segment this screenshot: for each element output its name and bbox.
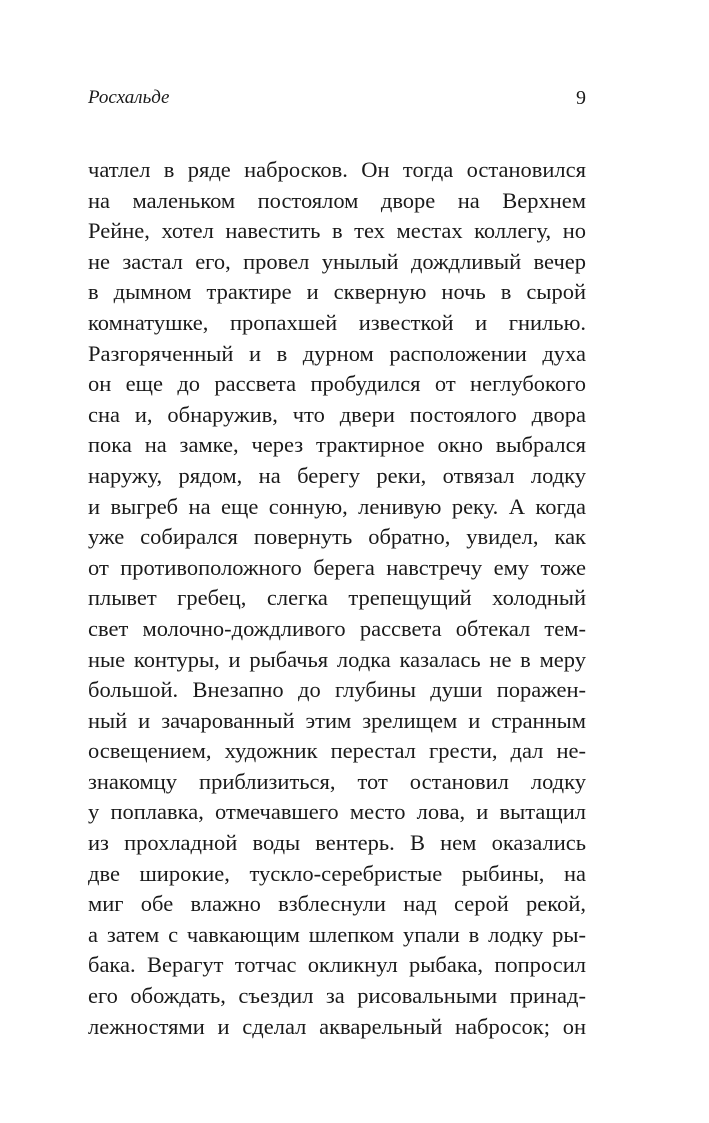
text-line: у поплавка, отмечавшего место лова, и вытащил [88,799,586,825]
text-line: сна и, обнаружив, что двери постоялого двора [88,401,586,427]
text-line: наружу, рядом, на берегу реки, отвязал лодку [88,462,586,488]
page-number: 9 [576,87,586,109]
text-line: лежностями и сделал акварельный набросок; он [88,1013,586,1039]
text-line: Разгоряченный и в дурном расположении духа [88,340,586,366]
text-line: две широкие, тускло-серебристые рыбины, на [88,860,586,886]
text-line: уже собирался повернуть обратно, увидел, как [88,524,586,550]
text-line: ный и зачарованный этим зрелищем и странным [88,707,586,733]
text-line: ные контуры, и рыбачья лодка казалась не в меру [88,646,586,672]
text-line: комнатушке, пропахшей известкой и гнилью. [88,309,586,335]
text-line: миг обе влажно взблеснули над серой рекой, [88,891,586,917]
running-title: Росхальде [88,87,170,108]
running-head [88,84,586,112]
body-text [88,155,586,1042]
text-line: от противоположного берега навстречу ему тоже [88,554,586,580]
text-line: на маленьком постоялом дворе на Верхнем [88,187,586,213]
text-line: в дымном трактире и скверную ночь в сырой [88,279,586,305]
text-line: освещением, художник перестал грести, дал не- [88,738,586,764]
text-line: из прохладной воды вентерь. В нем оказались [88,830,586,856]
text-line: чатлел в ряде набросков. Он тогда остановился [88,157,586,182]
text-line: и выгреб на еще сонную, ленивую реку. А когда [88,493,586,519]
text-line: не застал его, провел унылый дождливый вечер [88,248,586,274]
text-line: плывет гребец, слегка трепещущий холодный [88,585,586,611]
text-line: знакомцу приблизиться, тот остановил лодку [88,768,586,794]
text-line: он еще до рассвета пробудился от неглубокого [88,371,586,397]
text-line: а затем с чавкающим шлепком упали в лодку ры- [88,921,586,947]
text-line: его обождать, съездил за рисовальными принад- [88,983,586,1009]
text-line: пока на замке, через трактирное окно выбрался [88,432,586,458]
text-line: свет молочно-дождливого рассвета обтекал тем- [88,615,586,641]
text-line: бака. Верагут тотчас окликнул рыбака, попросил [88,952,586,978]
text-line: большой. Внезапно до глубины души поражен- [88,677,586,703]
text-line: Рейне, хотел навестить в тех местах коллегу, но [88,218,586,244]
